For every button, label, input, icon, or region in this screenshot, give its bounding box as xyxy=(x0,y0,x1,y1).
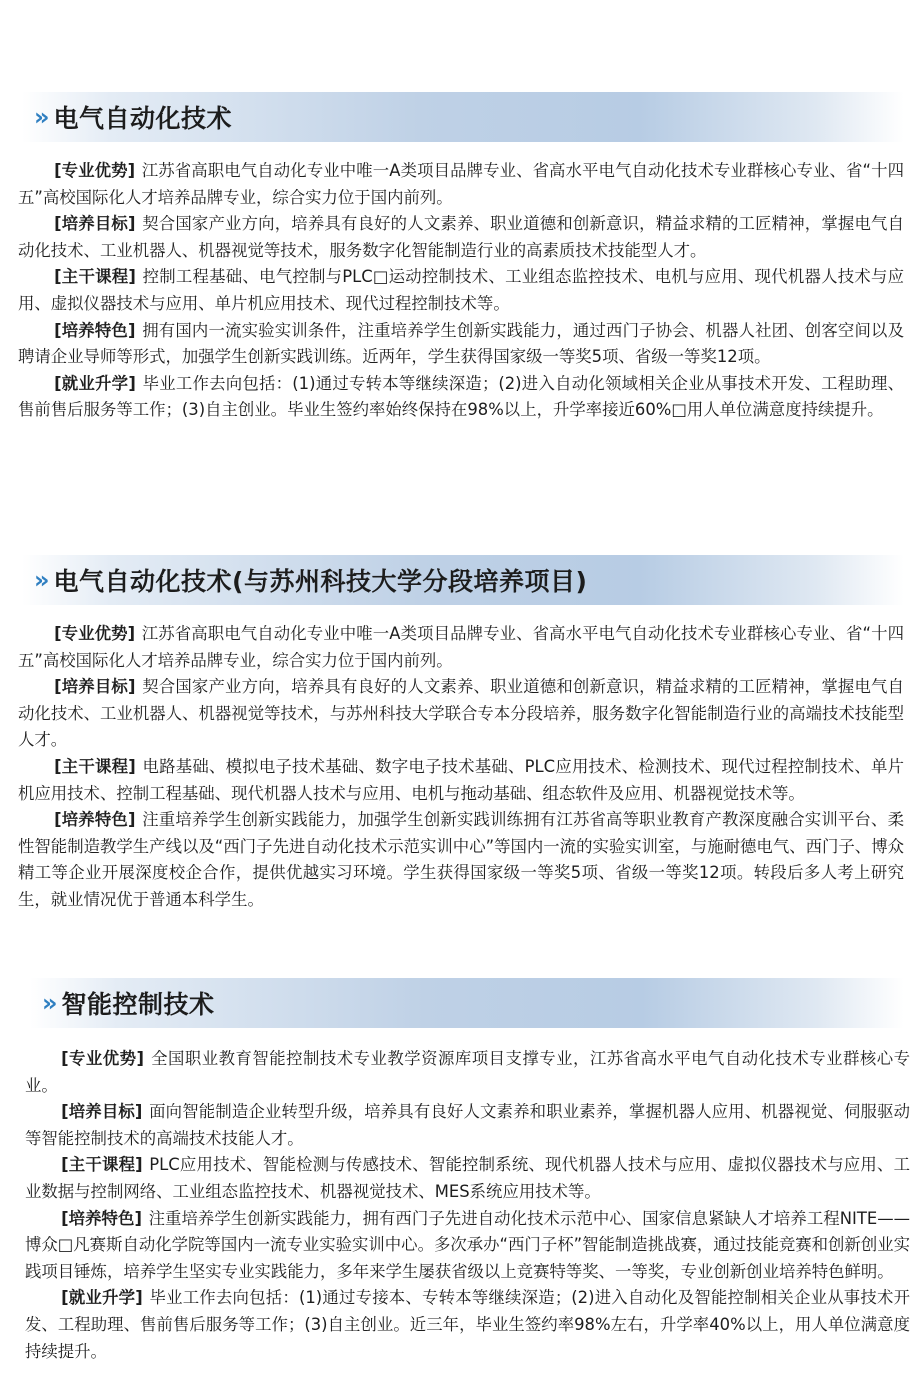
paragraph-goal xyxy=(18,674,904,754)
paragraph-label: [培养特色] xyxy=(54,320,136,340)
paragraph-label: [专业优势] xyxy=(61,1049,145,1068)
paragraph-text: 注重培养学生创新实践能力，加强学生创新实践训练拥有江苏省高等职业教育产教深度融合实训平台、柔性智能制造教学生产线以及“西门子先进自动化技术示范实训中心”等国内一流的实验实训室，与施耐德电气、西门子、博众精工等企业开展深度校企合作，提供优越实习环境。学生获得国家级一等奖5项、省级一等奖12项。转段后多人考上研究生，就业情况优于普通本科学生。 xyxy=(18,810,905,909)
section-header xyxy=(22,555,904,605)
section-electrical-automation-suzhou xyxy=(0,555,918,914)
section-header xyxy=(30,978,904,1028)
paragraph-text: 毕业工作去向包括：(1)通过专接本、专转本等继续深造；(2)进入自动化及智能控制相关企业从事技术开发、工程助理、售前售后服务等工作；(3)自主创业。近三年，毕业生签约率98%左右，升学率40%以上，用人单位满意度持续提升。 xyxy=(25,1288,911,1361)
paragraph-advantage xyxy=(18,621,904,674)
paragraph-courses xyxy=(25,1152,910,1205)
paragraph-label: [就业升学] xyxy=(54,373,136,393)
paragraph-label: [培养特色] xyxy=(54,810,136,830)
paragraph-text: 电路基础、模拟电子技术基础、数字电子技术基础、PLC应用技术、检测技术、现代过程控制技术、单片机应用技术、控制工程基础、现代机器人技术与应用、电机与拖动基础、组态软件及应用、机器视觉技术等。 xyxy=(18,756,904,803)
paragraph-text: 面向智能制造企业转型升级，培养具有良好人文素养和职业素养，掌握机器人应用、机器视觉、伺服驱动等智能控制技术的高端技术技能人才。 xyxy=(25,1102,911,1148)
paragraph-label: [培养特色] xyxy=(61,1208,142,1228)
paragraph-employment xyxy=(18,371,904,424)
double-chevron-right-icon: » xyxy=(34,103,46,131)
paragraph-features xyxy=(18,318,904,371)
paragraph-label: [培养目标] xyxy=(54,214,136,234)
paragraph-label: [就业升学] xyxy=(61,1288,143,1308)
paragraph-text: 毕业工作去向包括：(1)通过专转本等继续深造；(2)进入自动化领域相关企业从事技术开发、工程助理、售前售后服务等工作；(3)自主创业。毕业生签约率始终保持在98%以上，升学率接近60%□用人单位满意度持续提升。 xyxy=(18,373,904,420)
paragraph-goal xyxy=(18,211,904,264)
paragraph-label: [主干课程] xyxy=(54,267,136,287)
paragraph-goal xyxy=(25,1099,910,1152)
double-chevron-right-icon: » xyxy=(34,566,46,594)
section-title: 智能控制技术 xyxy=(61,990,215,1019)
paragraph-text: 注重培养学生创新实践能力，拥有西门子先进自动化技术示范中心、国家信息紧缺人才培养工程NITE——博众□凡赛斯自动化学院等国内一流专业实验实训中心。多次承办“西门子杯”智能制造挑战赛，通过技能竞赛和创新创业实践项目锤炼，培养学生坚实专业实践能力，多年来学生屡获省级以上竞赛特等奖、一等奖，专业创新创业培养特色鲜明。 xyxy=(25,1208,910,1281)
paragraph-features xyxy=(25,1206,910,1286)
paragraph-label: [培养目标] xyxy=(61,1102,143,1122)
paragraph-text: 契合国家产业方向，培养具有良好的人文素养、职业道德和创新意识，精益求精的工匠精神，掌握电气自动化技术、工业机器人、机器视觉等技术，服务数字化智能制造行业的高素质技术技能型人才。 xyxy=(18,214,905,260)
section-title: 电气自动化技术 xyxy=(53,104,233,133)
paragraph-text: 江苏省高职电气自动化专业中唯一A类项目品牌专业、省高水平电气自动化技术专业群核心专业、省“十四五”高校国际化人才培养品牌专业，综合实力位于国内前列。 xyxy=(18,161,904,207)
paragraph-text: 全国职业教育智能控制技术专业教学资源库项目支撑专业，江苏省高水平电气自动化技术专业群核心专业。 xyxy=(25,1049,911,1095)
paragraph-label: [主干课程] xyxy=(61,1155,143,1175)
paragraph-text: 拥有国内一流实验实训条件，注重培养学生创新实践能力，通过西门子协会、机器人社团、创客空间以及聘请企业导师等形式，加强学生创新实践训练。近两年，学生获得国家级一等奖5项、省级一等奖12项。 xyxy=(18,320,905,367)
paragraph-employment xyxy=(25,1285,910,1365)
paragraph-courses xyxy=(18,264,904,317)
paragraph-features xyxy=(18,807,904,913)
section-intelligent-control xyxy=(0,978,918,1365)
paragraph-courses xyxy=(18,754,904,807)
paragraph-text: PLC应用技术、智能检测与传感技术、智能控制系统、现代机器人技术与应用、虚拟仪器技术与应用、工业数据与控制网络、工业组态监控技术、机器视觉技术、MES系统应用技术等。 xyxy=(25,1155,910,1201)
paragraph-label: [主干课程] xyxy=(54,756,136,776)
paragraph-text: 控制工程基础、电气控制与PLC□运动控制技术、工业组态监控技术、电机与应用、现代机器人技术与应用、虚拟仪器技术与应用、单片机应用技术、现代过程控制技术等。 xyxy=(18,267,905,313)
section-electrical-automation xyxy=(0,92,918,424)
paragraph-text: 契合国家产业方向，培养具有良好的人文素养、职业道德和创新意识，精益求精的工匠精神，掌握电气自动化技术、工业机器人、机器视觉等技术，与苏州科技大学联合专本分段培养，服务数字化智能制造行业的高端技术技能型人才。 xyxy=(18,677,905,750)
paragraph-text: 江苏省高职电气自动化专业中唯一A类项目品牌专业、省高水平电气自动化技术专业群核心专业、省“十四五”高校国际化人才培养品牌专业，综合实力位于国内前列。 xyxy=(18,624,904,670)
paragraph-label: [专业优势] xyxy=(54,624,136,643)
paragraph-label: [培养目标] xyxy=(54,677,136,697)
section-header xyxy=(22,92,904,142)
paragraph-advantage xyxy=(18,158,904,211)
section-title: 电气自动化技术(与苏州科技大学分段培养项目) xyxy=(53,567,588,596)
double-chevron-right-icon: » xyxy=(42,989,54,1017)
paragraph-label: [专业优势] xyxy=(54,161,136,180)
paragraph-advantage xyxy=(25,1046,910,1099)
